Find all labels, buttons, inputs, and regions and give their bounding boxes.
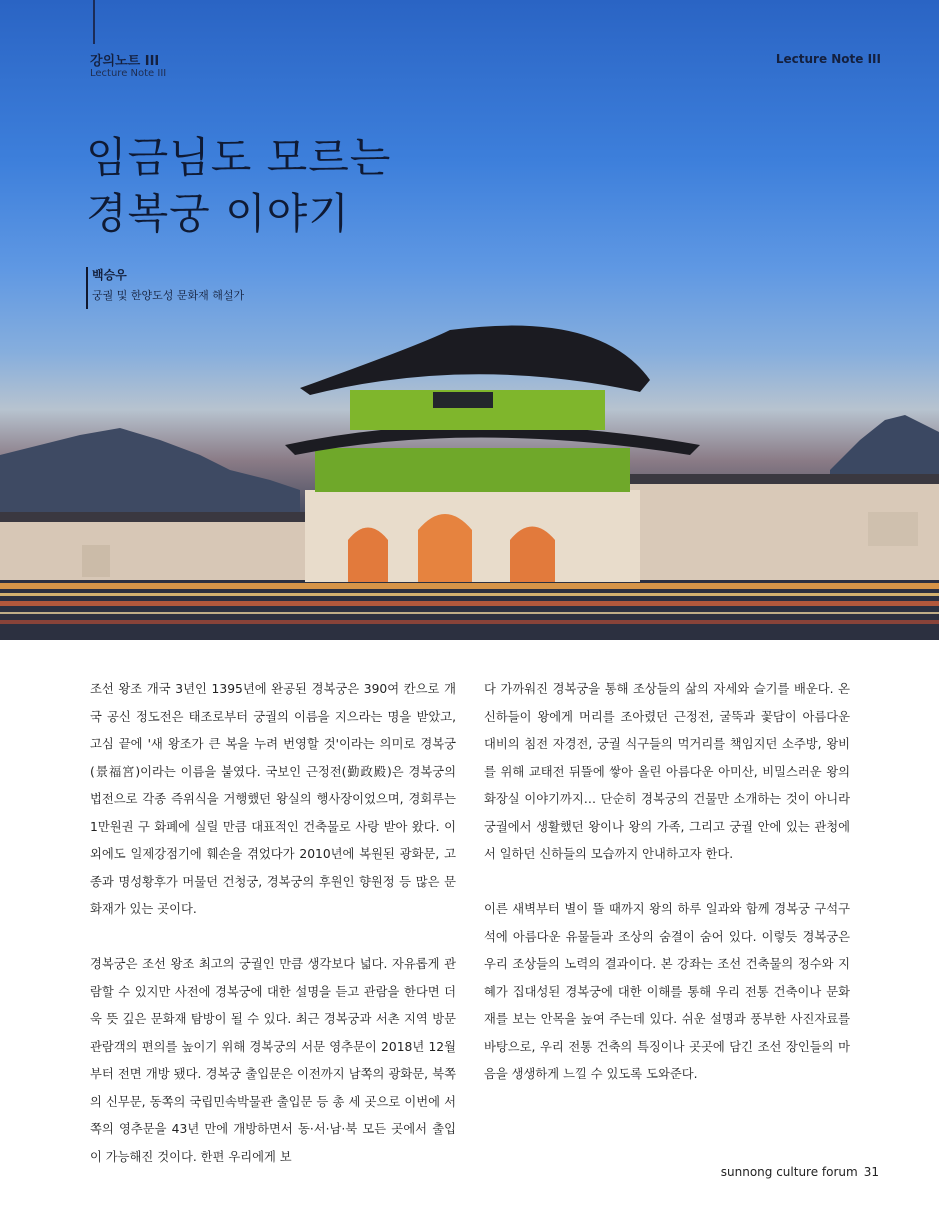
light-streak (0, 620, 939, 624)
body-paragraph: 다 가까워진 경복궁을 통해 조상들의 삶의 자세와 슬기를 배운다. 온 신하들이 왕에게 머리를 조아렸던 근정전, 굴뚝과 꽃담이 아름다운 대비의 침전 자경전, 궁궐 식구들의 먹거리를 책임지던 소주방, 왕비를 위해 교태전 뒤뜰에 쌓아 올린 아름다운 아미산, 비밀스러운 왕의 화장실 이야기까지… 단순히 경복궁의 건물만 소개하는 것이 아니라 궁궐에서 생활했던 왕이나 왕의 가족, 그리고 궁궐 안에 있는 관청에서 일하던 신하들의 모습까지 안내하고자 한다. (484, 682, 850, 861)
body-column-right (484, 676, 850, 1116)
header-rule (93, 0, 95, 44)
article-title-line: 경복궁 이야기 (86, 189, 350, 238)
page-footer (721, 1165, 879, 1179)
light-streak (0, 601, 939, 606)
light-streak (0, 612, 939, 614)
section-kicker-en: Lecture Note III (90, 68, 167, 79)
gate-pavilion-lower (315, 448, 630, 492)
body-column-left (90, 676, 456, 1199)
gate-arch (510, 527, 555, 583)
palace-wall-left (0, 520, 320, 580)
light-streak (0, 583, 939, 589)
publication-name: sunnong culture forum (720, 1165, 858, 1179)
gate-roof-upper (300, 326, 650, 395)
gate-arch (418, 514, 472, 582)
page-number: 31 (863, 1165, 879, 1179)
article-title-line: 임금님도 모르는 (86, 133, 392, 182)
mountain-left (0, 428, 300, 520)
gate-name-plaque (433, 392, 493, 408)
haetae-statue (82, 545, 110, 577)
gate-arch (348, 528, 388, 583)
author-role: 궁궐 및 한양도성 문화재 해설가 (92, 289, 245, 302)
body-paragraph: 경복궁은 조선 왕조 최고의 궁궐인 만큼 생각보다 넓다. 자유롭게 관람할 수 있지만 사전에 경복궁에 대한 설명을 듣고 관람을 한다면 더욱 뜻 깊은 문화재 탐방이 될 수 있다. 최근 경복궁과 서촌 지역 방문 관람객의 편의를 높이기 위해 경복궁의 서문 영추문이 2018년 12월부터 전면 개방 됐다. 경복궁 출입문은 이전까지 남쪽의 광화문, 북쪽의 신무문, 동쪽의 국립민속박물관 출입문 등 총 세 곳으로 이번에 서쪽의 영추문을 43년 만에 개방하면서 동·서·남·북 모든 곳에서 출입이 가능해진 것이다. 한편 우리에게 보 (90, 957, 456, 1164)
body-paragraph: 조선 왕조 개국 3년인 1395년에 완공된 경복궁은 390여 칸으로 개국 공신 정도전은 태조로부터 궁궐의 이름을 지으라는 명을 받았고, 고심 끝에 '새 왕조가 큰 복을 누려 번영할 것'이라는 의미로 경복궁(景福宮)이라는 이름을 붙였다. 국보인 근정전(勤政殿)은 경복궁의 법전으로 각종 즉위식을 거행했던 왕실의 행사장이었으며, 경회루는 1만원권 구 화폐에 실릴 만큼 대표적인 건축물로 사랑 받아 왔다. 이 외에도 일제강점기에 훼손을 겪었다가 2010년에 복원된 광화문, 고종과 명성황후가 머물던 건청궁, 경복궁의 후원인 향원정 등 많은 문화재가 있는 곳이다. (90, 682, 456, 916)
article-title (86, 130, 391, 242)
light-streak (0, 593, 939, 596)
body-paragraph: 이른 새벽부터 별이 뜰 때까지 왕의 하루 일과와 함께 경복궁 구석구석에 아름다운 유물들과 조상의 숨결이 숨어 있다. 이렇듯 경복궁은 우리 조상들의 노력의 결과이다. 본 강좌는 조선 건축물의 정수와 지혜가 집대성된 경복궁에 대한 이해를 통해 우리 전통 건축이나 문화재를 보는 안목을 높여 주는데 있다. 쉬운 설명과 풍부한 사진자료를 바탕으로, 우리 전통 건축의 특징이나 곳곳에 담긴 조선 장인들의 마음을 생생하게 느낄 수 있도록 도와준다. (484, 902, 850, 1081)
author-rule (86, 267, 88, 309)
section-kicker-ko: 강의노트 III (90, 54, 160, 69)
haetae-statue (868, 512, 918, 546)
author-name: 백승우 (92, 268, 127, 282)
section-kicker-right: Lecture Note III (775, 52, 881, 66)
